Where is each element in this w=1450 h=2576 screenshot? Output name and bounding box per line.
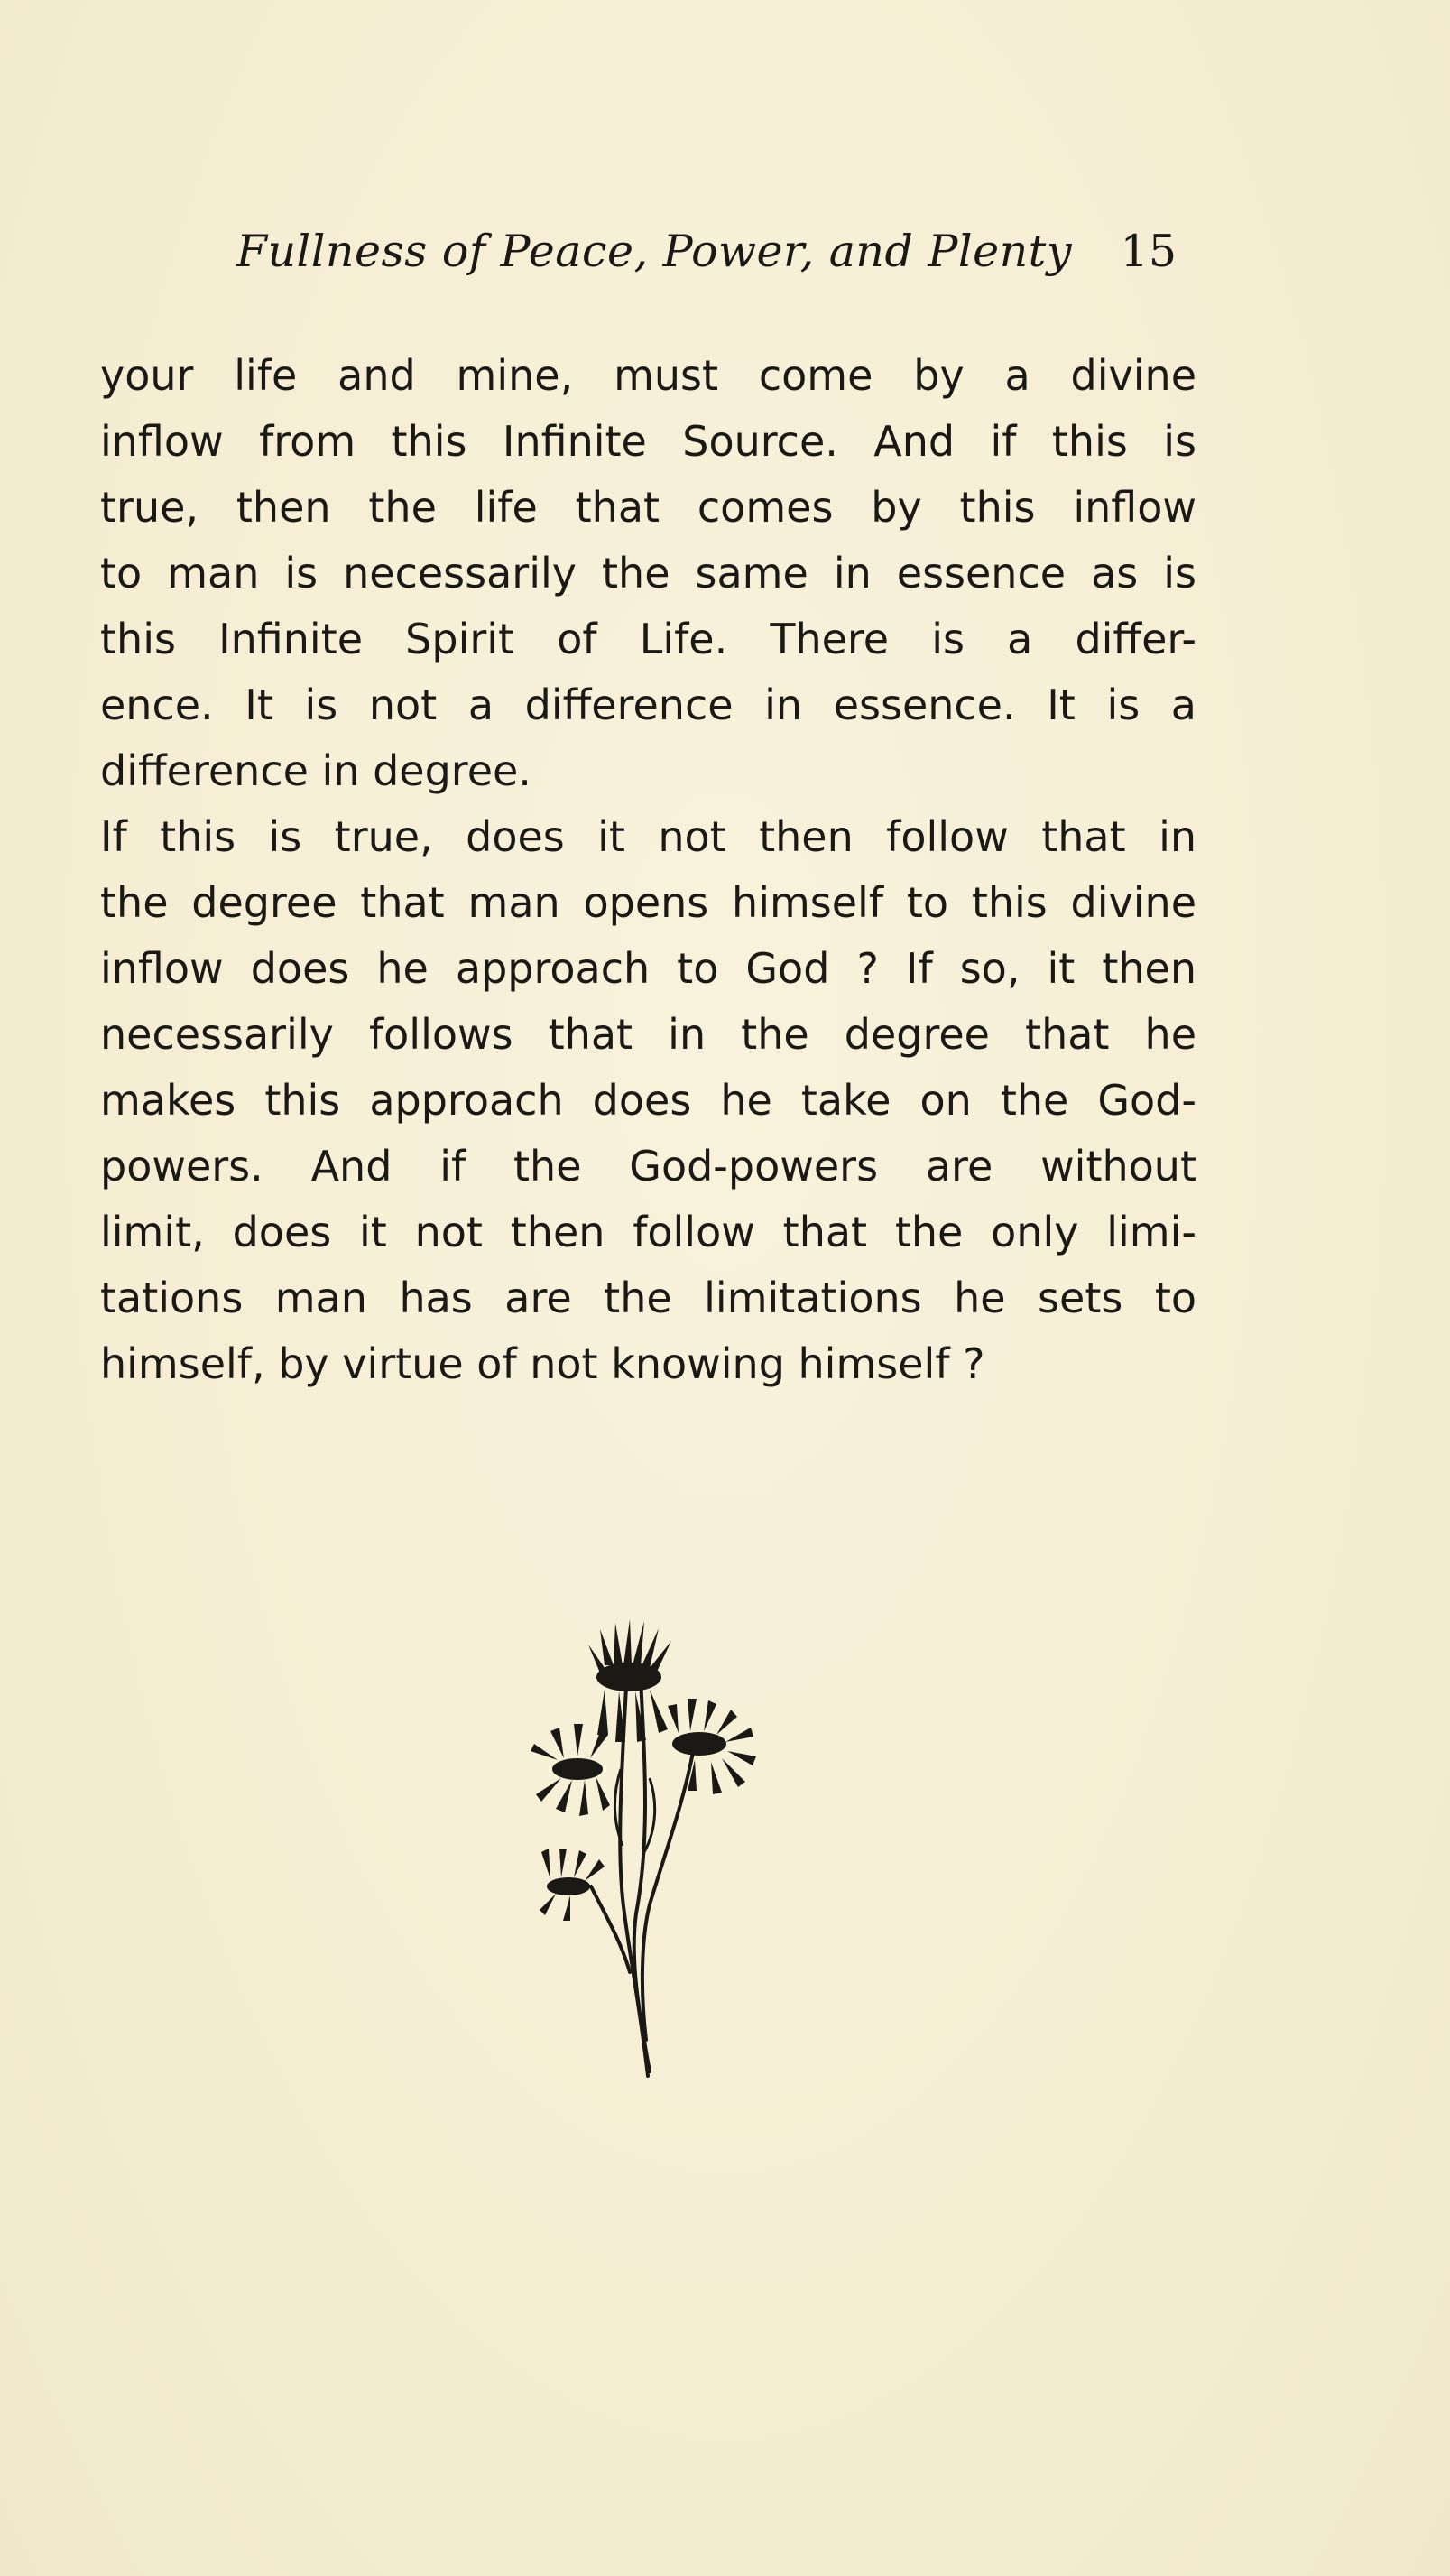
text-line: tations man has are the limitations he sets to [100, 1274, 1196, 1322]
text-line: inflow from this Infinite Source. And if this is [100, 417, 1196, 466]
text-line: inflow does he approach to God ? If so, it then [100, 944, 1196, 993]
text-line: your life and mine, must come by a divine [100, 351, 1196, 400]
text-line: makes this approach does he take on the God- [100, 1076, 1196, 1125]
text-line: ence. It is not a difference in essence. It is a [100, 681, 1196, 729]
text-line: true, then the life that comes by this inflow [100, 483, 1196, 532]
body-text [100, 343, 1196, 1397]
running-head [236, 226, 1193, 289]
paragraph-end-line: difference in degree. [100, 746, 531, 795]
running-title: Fullness of Peace, Power, and Plenty [236, 226, 1073, 277]
text-line: the degree that man opens himself to this divine [100, 878, 1196, 927]
text-line: powers. And if the God-powers are without [100, 1142, 1196, 1191]
page-number: 15 [1120, 226, 1177, 277]
paragraph-start-line: If this is true, does it not then follow that in [100, 812, 1196, 861]
text-line: to man is necessarily the same in essence as is [100, 549, 1196, 598]
paragraph-end-line: himself, by virtue of not knowing himself ? [100, 1339, 985, 1388]
text-line: limit, does it not then follow that the only limi- [100, 1208, 1196, 1256]
text-line: this Infinite Spirit of Life. There is a differ- [100, 615, 1196, 663]
text-line: necessarily follows that in the degree that he [100, 1010, 1196, 1059]
flower-sprig-icon [514, 1616, 785, 2085]
